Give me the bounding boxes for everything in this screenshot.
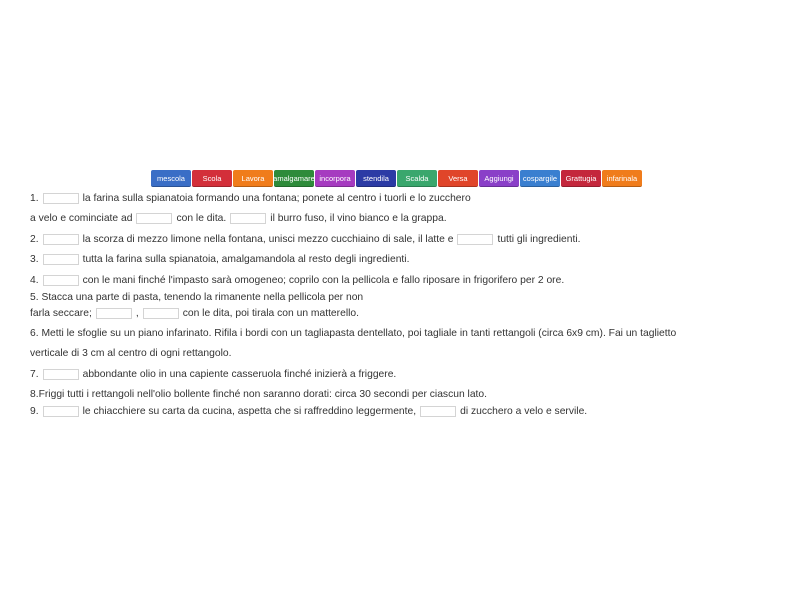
word-tile-grattugia[interactable]: Grattugia [561,170,601,187]
sentence-text: con le dita. [176,213,227,224]
sentence-text: le chiacchiere su carta da cucina, aspetta che si raffreddino leggermente, [82,406,417,417]
sentence-line [30,327,676,341]
answer-blank-6[interactable] [43,254,79,265]
word-bank [151,170,642,187]
sentence-text: con le dita, poi tirala con un matterello. [182,308,359,319]
answer-blank-7[interactable] [43,275,79,286]
sentence-text: la farina sulla spianatoia formando una fontana; ponete al centro i tuorli e lo zucchero [82,193,471,204]
sentence-text: con le mani finché l'impasto sarà omogeneo; coprilo con la pellicola e fallo riposare in frigorifero per 2 ore. [82,275,565,286]
sentence-text: 4. [30,275,39,286]
sentence-line [30,212,447,226]
word-tile-scola[interactable]: Scola [192,170,232,187]
sentence-text: abbondante olio in una capiente casseruola finché inizierà a friggere. [82,369,397,380]
sentence-text: 8.Friggi tutti i rettangoli nell'olio bollente finché non saranno dorati: circa 30 secondi per ciascun lato. [30,389,488,400]
answer-blank-1[interactable] [43,193,79,204]
sentence-text: verticale di 3 cm al centro di ogni rettangolo. [30,348,232,359]
sentence-text: 2. [30,234,39,245]
answer-blank-10[interactable] [43,369,79,380]
sentence-text: di zucchero a velo e servile. [460,406,588,417]
sentence-text: , [135,308,139,319]
sentence-text: 3. [30,254,39,265]
sentence-line [30,347,231,361]
sentence-text: 5. Stacca una parte di pasta, tenendo la rimanente nella pellicola per non [30,292,364,303]
answer-blank-11[interactable] [43,406,79,417]
sentence-text: il burro fuso, il vino bianco e la grappa. [270,213,447,224]
word-tile-mescola[interactable]: mescola [151,170,191,187]
sentence-line [30,192,471,206]
sentence-line [30,388,487,402]
sentence-line [30,253,409,267]
sentence-line [30,233,580,247]
word-tile-scalda[interactable]: Scalda [397,170,437,187]
sentence-line [30,274,564,288]
answer-blank-9[interactable] [143,308,179,319]
answer-blank-3[interactable] [230,213,266,224]
sentence-line [30,307,359,321]
sentence-line [30,291,363,305]
answer-blank-2[interactable] [136,213,172,224]
sentence-line [30,405,587,419]
answer-blank-4[interactable] [43,234,79,245]
word-tile-stendila[interactable]: stendila [356,170,396,187]
sentence-text: a velo e cominciate ad [30,213,133,224]
sentence-text: 6. Metti le sfoglie su un piano infarinato. Rifila i bordi con un tagliapasta dentellato, poi tagliale in tanti rettangoli (circa 6x9 cm). Fai un taglietto [30,328,677,339]
sentence-line [30,368,396,382]
answer-blank-5[interactable] [457,234,493,245]
sentence-text: tutti gli ingredienti. [497,234,581,245]
sentence-text: 1. [30,193,39,204]
word-tile-incorpora[interactable]: incorpora [315,170,355,187]
word-tile-amalgamare[interactable]: amalgamare [274,170,314,187]
sentence-text: farla seccare; [30,308,92,319]
word-tile-cospargile[interactable]: cospargile [520,170,560,187]
word-tile-lavora[interactable]: Lavora [233,170,273,187]
word-tile-versa[interactable]: Versa [438,170,478,187]
sentence-text: tutta la farina sulla spianatoia, amalgamandola al resto degli ingredienti. [82,254,410,265]
answer-blank-12[interactable] [420,406,456,417]
word-tile-infarinala[interactable]: infarinala [602,170,642,187]
word-tile-aggiungi[interactable]: Aggiungi [479,170,519,187]
answer-blank-8[interactable] [96,308,132,319]
sentence-text: 7. [30,369,39,380]
sentence-text: la scorza di mezzo limone nella fontana, unisci mezzo cucchiaino di sale, il latte e [82,234,454,245]
sentence-text: 9. [30,406,39,417]
